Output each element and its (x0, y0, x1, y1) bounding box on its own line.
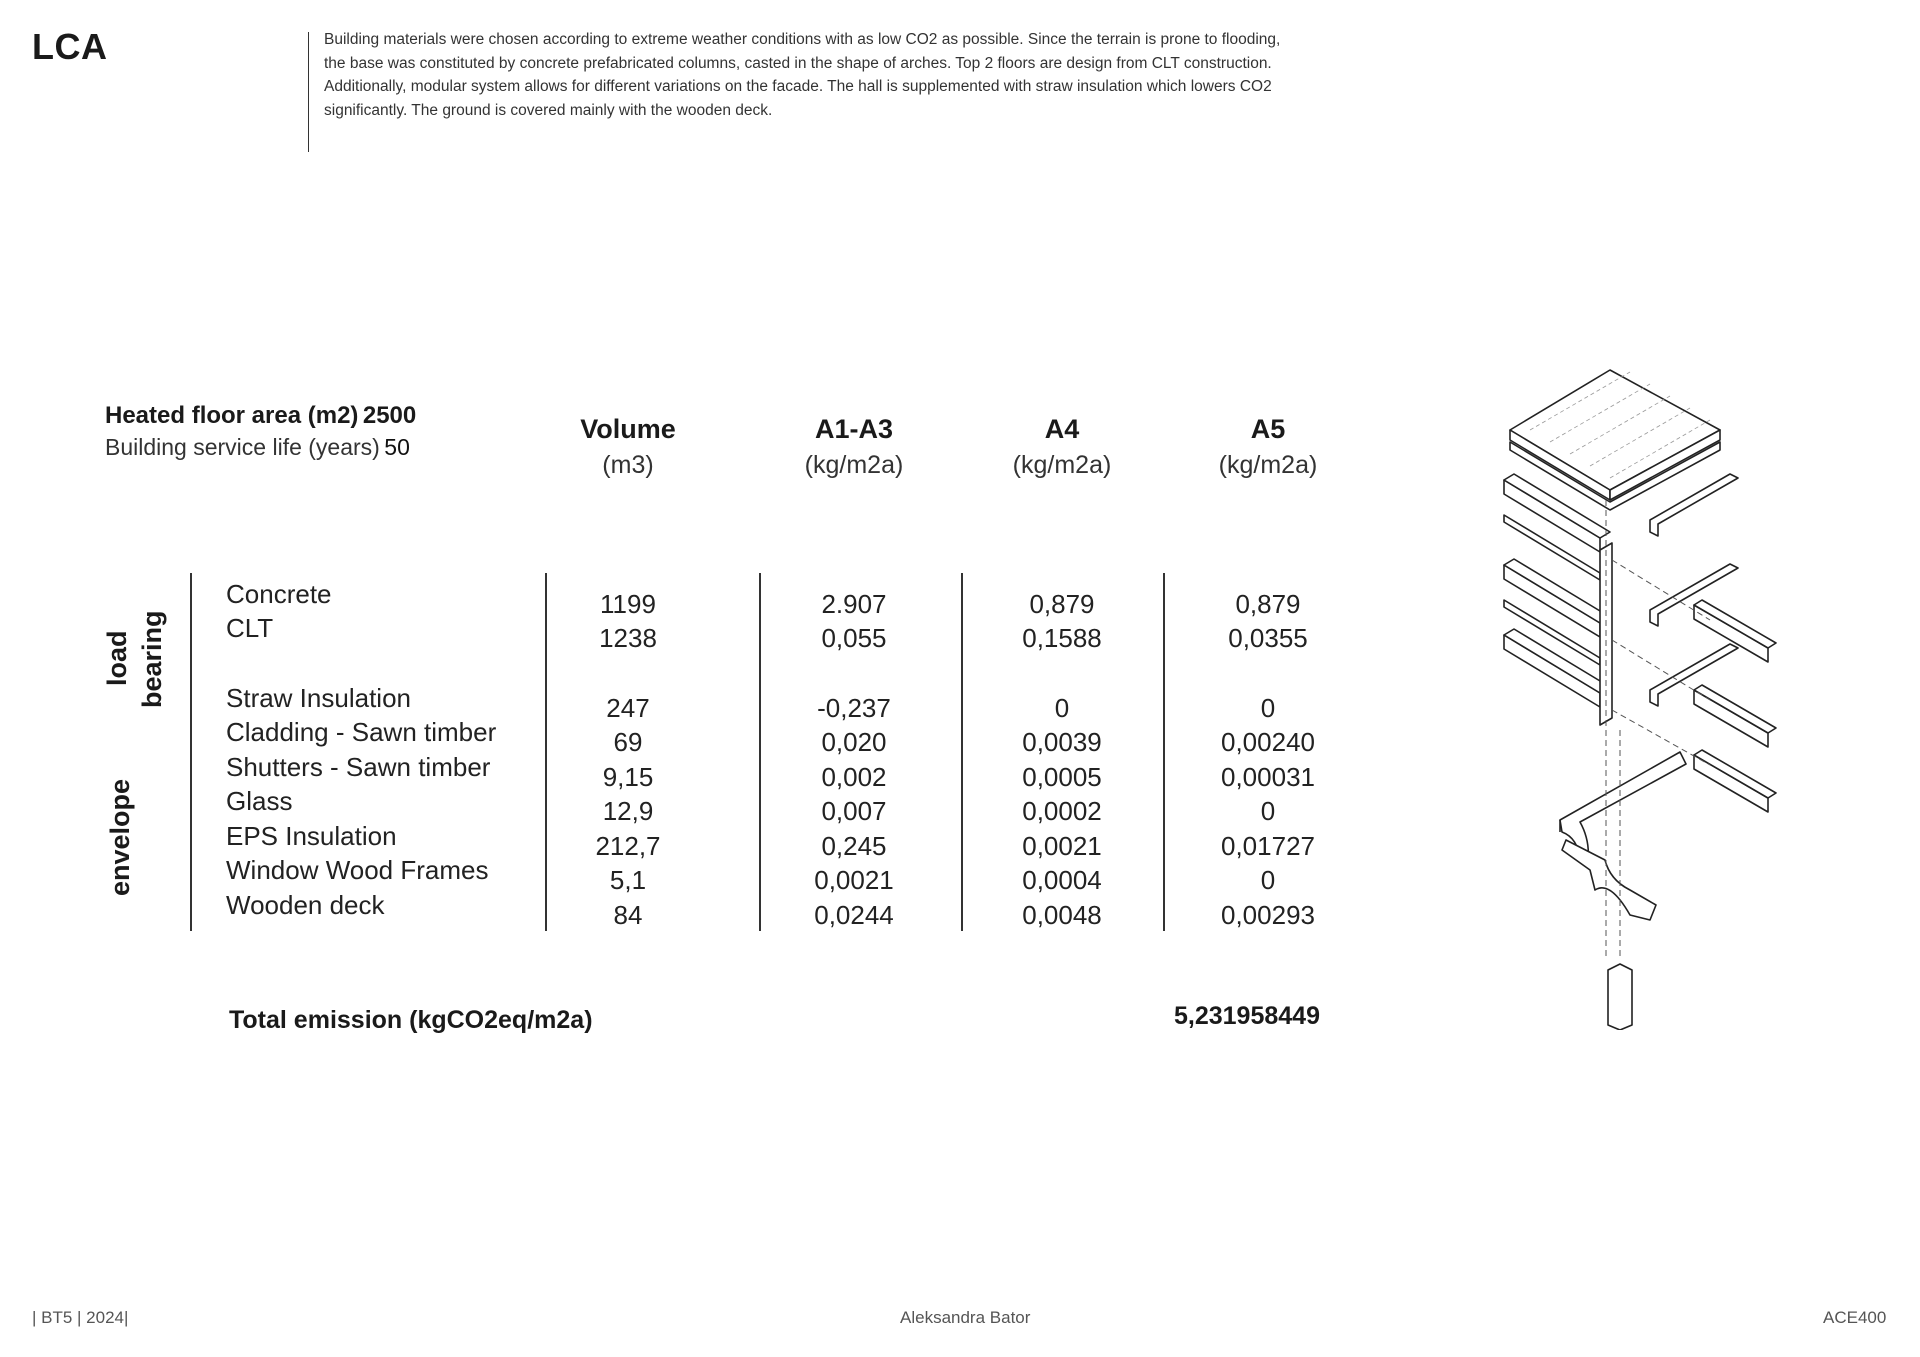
group-label-load: load (102, 630, 132, 686)
a1a3-cell: 0,007 (821, 796, 887, 826)
concrete-arch (1560, 752, 1686, 860)
column-header-a4 (962, 414, 1162, 480)
a1a3-cell: 0,245 (821, 831, 887, 861)
material-name: Window Wood Frames (226, 855, 489, 885)
a5-cell: 0,879 (1235, 589, 1301, 619)
material-name: Cladding - Sawn timber (226, 717, 497, 747)
total-emission-value: 5,231958449 (1174, 1002, 1320, 1030)
a5-cell: 0 (1260, 693, 1276, 723)
volume-cell: 84 (613, 900, 643, 930)
a4-cell: 0,0004 (1022, 865, 1102, 895)
volume-cell: 5,1 (609, 865, 647, 895)
column-header-volume (528, 414, 728, 480)
material-name: Wooden deck (226, 890, 385, 920)
roof-slab (1510, 370, 1720, 490)
material-name: Shutters - Sawn timber (226, 752, 491, 782)
a5-cell: 0 (1260, 796, 1276, 826)
a5-cell: 0,0355 (1228, 623, 1308, 653)
floor-area-label: Heated floor area (m2) (105, 402, 359, 429)
footer-author: Aleksandra Bator (900, 1308, 1031, 1327)
a4-cell: 0,0021 (1022, 831, 1102, 861)
clt-beam (1650, 474, 1738, 536)
material-name: EPS Insulation (226, 821, 397, 851)
service-life-value: 50 (384, 434, 410, 460)
page-title: LCA (32, 26, 108, 67)
a1a3-cell: 0,0244 (814, 900, 894, 930)
a5-cell: 0,00031 (1221, 762, 1315, 792)
service-life-line (105, 434, 410, 461)
volume-cell: 247 (606, 693, 650, 723)
a1a3-cell: 2.907 (821, 589, 887, 619)
a1a3-cell: 0,020 (821, 727, 887, 757)
column-header-a1a3 (754, 414, 954, 480)
volume-cell: 12,9 (602, 796, 654, 826)
a4-cell: 0,0005 (1022, 762, 1102, 792)
a5-cell: 0,00293 (1221, 900, 1315, 930)
concrete-arch (1562, 840, 1656, 920)
column-title: Volume (580, 414, 676, 444)
a1a3-cell: -0,237 (817, 693, 891, 723)
column-divider (1163, 573, 1165, 931)
column-unit: (kg/m2a) (1218, 451, 1318, 479)
material-name: Concrete (226, 579, 332, 609)
total-emission-label: Total emission (kgCO2eq/m2a) (229, 1006, 593, 1034)
a5-cell: 0 (1260, 865, 1276, 895)
a1a3-cell: 0,055 (821, 623, 887, 653)
a1a3-cell: 0,0021 (814, 865, 894, 895)
a4-cell: 0,0048 (1022, 900, 1102, 930)
column-header-a5 (1168, 414, 1368, 480)
a4-cell: 0,879 (1029, 589, 1095, 619)
a4-cell: 0 (1054, 693, 1070, 723)
a1a3-cell: 0,002 (821, 762, 887, 792)
volume-cell: 1238 (599, 623, 657, 653)
footer-project-code: | BT5 | 2024| (32, 1308, 129, 1327)
material-name: CLT (226, 613, 274, 643)
a4-cell: 0,0002 (1022, 796, 1102, 826)
column-unit: (m3) (602, 451, 654, 479)
intro-divider (308, 32, 309, 152)
group-label-envelope: envelope (105, 778, 135, 896)
column-unit: (kg/m2a) (1012, 451, 1112, 479)
group-label-bearing: bearing (137, 610, 167, 708)
clt-beam (1504, 635, 1600, 707)
material-name: Straw Insulation (226, 683, 411, 713)
concrete-column (1608, 964, 1632, 1030)
footer-course-code: ACE400 (1823, 1308, 1887, 1327)
a5-cell: 0,01727 (1221, 831, 1315, 861)
column-title: A4 (1044, 414, 1080, 444)
a4-cell: 0,0039 (1022, 727, 1102, 757)
column-title: A1-A3 (814, 414, 894, 444)
volume-cell: 1199 (600, 589, 656, 619)
floor-area-line (105, 402, 416, 430)
a4-cell: 0,1588 (1022, 623, 1102, 653)
volume-cell: 212,7 (595, 831, 661, 861)
column-title: A5 (1250, 414, 1286, 444)
volume-cell: 69 (613, 727, 643, 757)
exploded-axonometric-drawing (1470, 360, 1780, 1030)
clt-beam (1504, 565, 1600, 637)
intro-paragraph: Building materials were chosen according to extreme weather conditions with as low CO2 as possible. Since the terrain is prone to flooding, the base was constituted by concrete prefabricated columns, casted in the shape of arches. Top 2 floors are design from CLT construction. Additionally, modular system allows for different variations on the facade. The hall is supplemented with straw insulation which lowers CO2 significantly. The ground is covered mainly with the wooden deck. (324, 31, 1281, 119)
column-unit: (kg/m2a) (804, 451, 904, 479)
group-divider (190, 573, 192, 931)
material-name: Glass (226, 786, 293, 816)
service-life-label: Building service life (years) (105, 434, 380, 460)
volume-cell: 9,15 (602, 762, 654, 792)
floor-area-value: 2500 (362, 402, 417, 429)
a5-cell: 0,00240 (1221, 727, 1315, 757)
